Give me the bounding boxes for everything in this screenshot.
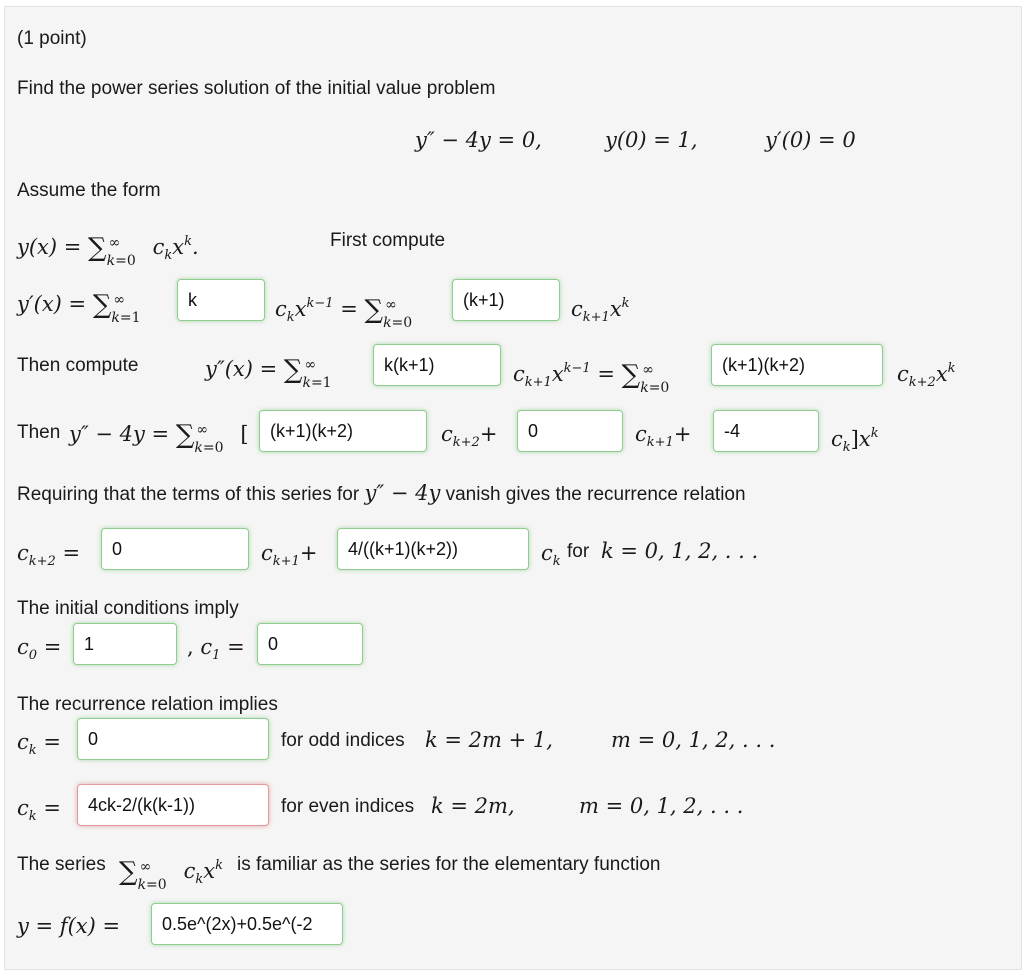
for-even-label: for even indices: [281, 796, 415, 817]
ypp-shift-input[interactable]: (k+1)(k+2): [711, 344, 883, 386]
odd-expr: k = 2m + 1,: [425, 728, 553, 752]
ck-even-input[interactable]: 4ck-2/(k(k-1)): [77, 784, 269, 826]
requiring-expr: y″ − 4y: [364, 481, 441, 505]
yprime-coef-input[interactable]: k: [177, 279, 265, 321]
m-range-even: m = 0, 1, 2, . . .: [579, 794, 744, 818]
yprime-middle-formula: $c_kx^{k-1}$ = ∑ ∞ k=0: [275, 295, 413, 331]
recurrence-ck-term: $c_k$: [541, 541, 561, 569]
ypp-formula: y″(x) = ∑ ∞ k=1: [205, 355, 332, 391]
ypp-middle-formula: $c_{k+1}x^{k-1}$ = ∑ ∞ k=0: [513, 360, 670, 396]
even-expr: k = 2m,: [431, 794, 515, 818]
series-prefix-label: The series: [17, 854, 106, 875]
yprime-formula: y′(x) = ∑ ∞ k=1: [17, 290, 141, 326]
requiring-suffix: vanish gives the recurrence relation: [445, 484, 746, 505]
k-range: k = 0, 1, 2, . . .: [601, 539, 759, 563]
for-odd-label: for odd indices: [281, 730, 405, 751]
recurrence-lhs: $c_{k+2}$ =: [17, 541, 81, 569]
series-suffix-label: is familiar as the series for the elementary function: [237, 854, 661, 875]
for-k-label: for: [567, 541, 590, 562]
then-prefix-label: Then: [17, 422, 61, 443]
points-label: (1 point): [17, 28, 87, 49]
c1-lhs: , $c_1$ =: [187, 635, 245, 663]
ck-odd-input[interactable]: 0: [77, 718, 269, 760]
c1-input[interactable]: 0: [257, 623, 363, 665]
problem-intro: Find the power series solution of the initial value problem: [17, 78, 496, 99]
ypp-coef-input[interactable]: k(k+1): [373, 344, 501, 386]
recurrence-implies-label: The recurrence relation implies: [17, 694, 278, 715]
y-eq-fx: y = f(x) =: [17, 914, 121, 938]
c0-lhs: $c_0$ =: [17, 635, 62, 663]
series-c2-term: $c_{k+2}+$: [441, 422, 498, 450]
series-sum-formula: y″ − 4y = ∑ ∞ k=0 [: [69, 420, 249, 456]
initial-conditions-label: The initial conditions imply: [17, 598, 239, 619]
ode-equation: y″ − 4y = 0,: [415, 128, 542, 152]
yprime-shift-input[interactable]: (k+1): [452, 279, 560, 321]
then-compute-label: Then compute: [17, 355, 139, 376]
fx-input[interactable]: 0.5e^(2x)+0.5e^(-2: [151, 903, 343, 945]
series-c1-coef-input[interactable]: 0: [517, 410, 623, 452]
problem-panel: [4, 6, 1022, 970]
assume-form-label: Assume the form: [17, 180, 161, 201]
series-c0-coef-input[interactable]: -4: [713, 410, 819, 452]
ypp-tail-formula: $c_{k+2}x^k$: [897, 361, 956, 390]
requiring-line: [17, 481, 746, 507]
initial-condition-y: y(0) = 1,: [605, 128, 698, 152]
assumed-series-formula: y(x) = ∑ ∞ k=0 $c_kx^k$.: [17, 233, 199, 269]
initial-condition-dy: y′(0) = 0: [765, 128, 856, 152]
recurrence-c1-term: $c_{k+1}+$: [261, 541, 318, 569]
recurrence-c1-coef-input[interactable]: 0: [101, 528, 249, 570]
series-familiar-formula: ∑ ∞ k=0 $c_kx^k$: [119, 857, 223, 893]
yprime-tail-formula: $c_{k+1}x^k$: [571, 296, 630, 325]
ck-odd-lhs: $c_k$ =: [17, 730, 61, 758]
series-c0-term: $c_k]x^k$: [831, 426, 879, 455]
series-c2-coef-input[interactable]: (k+1)(k+2): [259, 410, 427, 452]
recurrence-c0-coef-input[interactable]: 4/((k+1)(k+2)): [337, 528, 529, 570]
first-compute-label: First compute: [330, 230, 446, 251]
ck-even-lhs: $c_k$ =: [17, 796, 61, 824]
series-c1-term: $c_{k+1}+$: [635, 422, 692, 450]
c0-input[interactable]: 1: [73, 623, 177, 665]
m-range-odd: m = 0, 1, 2, . . .: [611, 728, 776, 752]
requiring-text: Requiring that the terms of this series for: [17, 484, 360, 505]
